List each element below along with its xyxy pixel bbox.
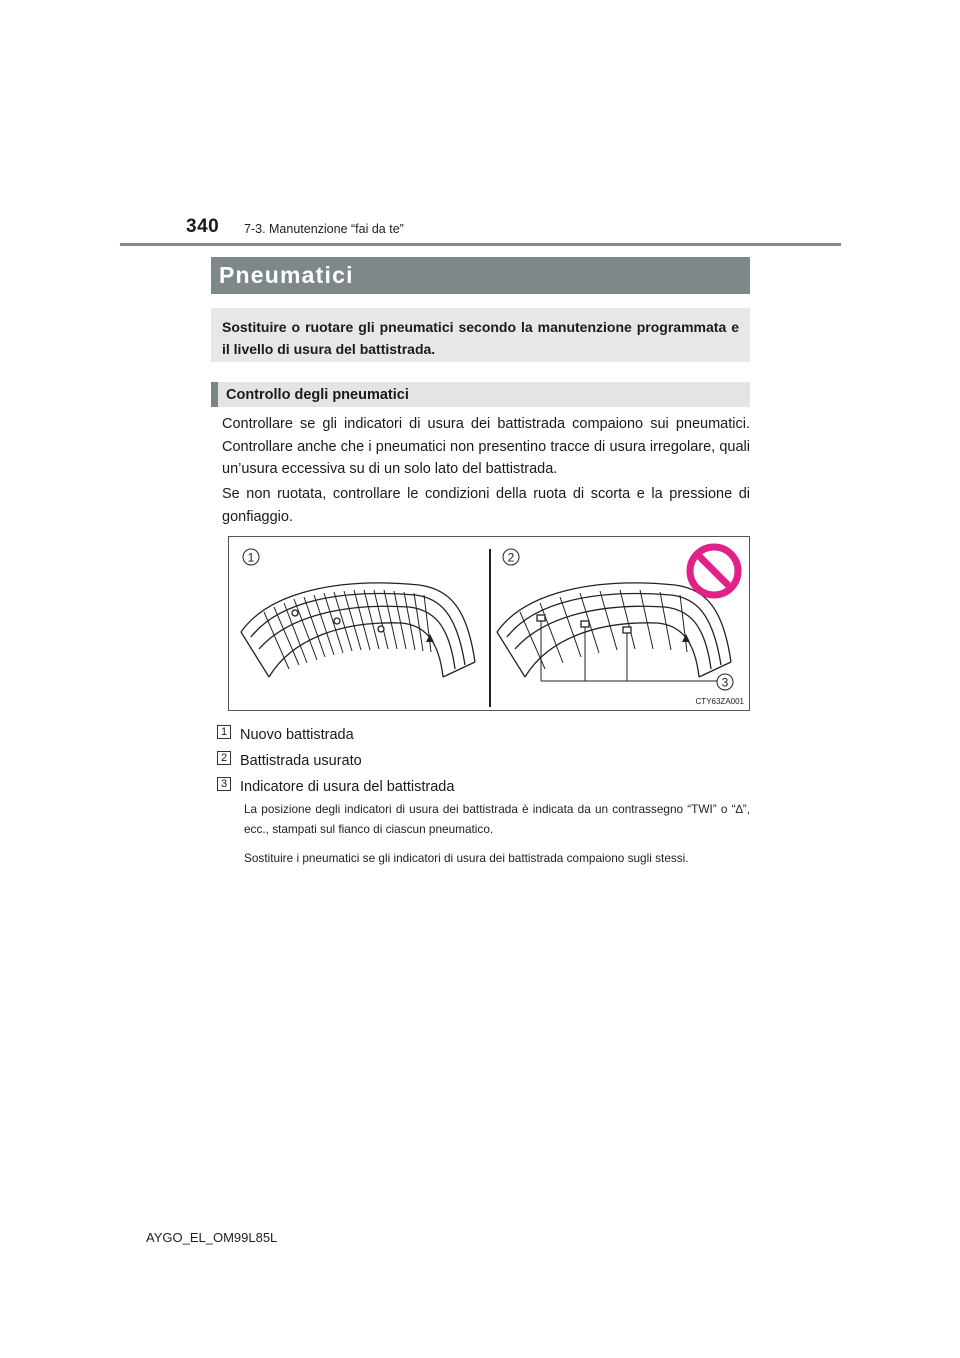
footer-code: AYGO_EL_OM99L85L (146, 1230, 278, 1245)
tire-worn-tread-icon (497, 583, 731, 681)
marker-1 (243, 549, 259, 565)
svg-text:3: 3 (721, 675, 729, 690)
intro-box: Sostituire o ruotare gli pneumatici secondo la manutenzione programmata e il livello di usura del battistrada. (211, 308, 750, 362)
svg-text:1: 1 (247, 550, 255, 565)
marker-2 (503, 549, 519, 565)
svg-text:2: 2 (507, 550, 515, 565)
callout-item (217, 722, 454, 748)
header-divider (120, 243, 841, 246)
callout-number: 2 (217, 751, 231, 765)
callout-item (217, 774, 454, 800)
body-paragraph: Controllare se gli indicatori di usura dei battistrada compaiono sui pneumatici. Controllare anche che i pneumatici non presentino tracce di usura irregolare, quali un’usura eccessiva su di un solo lato del battistrada. (222, 416, 750, 477)
tire-wear-figure (228, 536, 750, 711)
page-number: 340 (186, 216, 220, 237)
prohibition-icon (690, 547, 738, 595)
note-paragraph: Sostituire i pneumatici se gli indicatori di usura dei battistrada compaiono sugli stessi. (244, 851, 689, 865)
callout-label: Indicatore di usura del battistrada (240, 779, 455, 795)
callout-number: 1 (217, 725, 231, 739)
callout-number: 3 (217, 777, 231, 791)
callout-item (217, 748, 454, 774)
tire-new-tread-icon (241, 583, 475, 677)
chapter-title: 7-3. Manutenzione “fai da te” (244, 222, 404, 236)
callout-label: Nuovo battistrada (240, 727, 354, 743)
figure-code: CTY63ZA001 (695, 697, 744, 706)
marker-3 (717, 674, 733, 690)
title-bar (211, 257, 750, 294)
callout-list (217, 722, 454, 800)
section-heading: Controllo degli pneumatici (211, 382, 750, 407)
body-paragraph: Se non ruotata, controllare le condizioni della ruota di scorta e la pressione di gonfiaggio. (222, 486, 750, 525)
page-title: Pneumatici (219, 262, 354, 288)
callout-label: Battistrada usurato (240, 753, 362, 769)
note-paragraph: La posizione degli indicatori di usura dei battistrada è indicata da un contrassegno “TWI” o “∆”, ecc., stampati sul fianco di ciascun pneumatico. (244, 802, 750, 836)
